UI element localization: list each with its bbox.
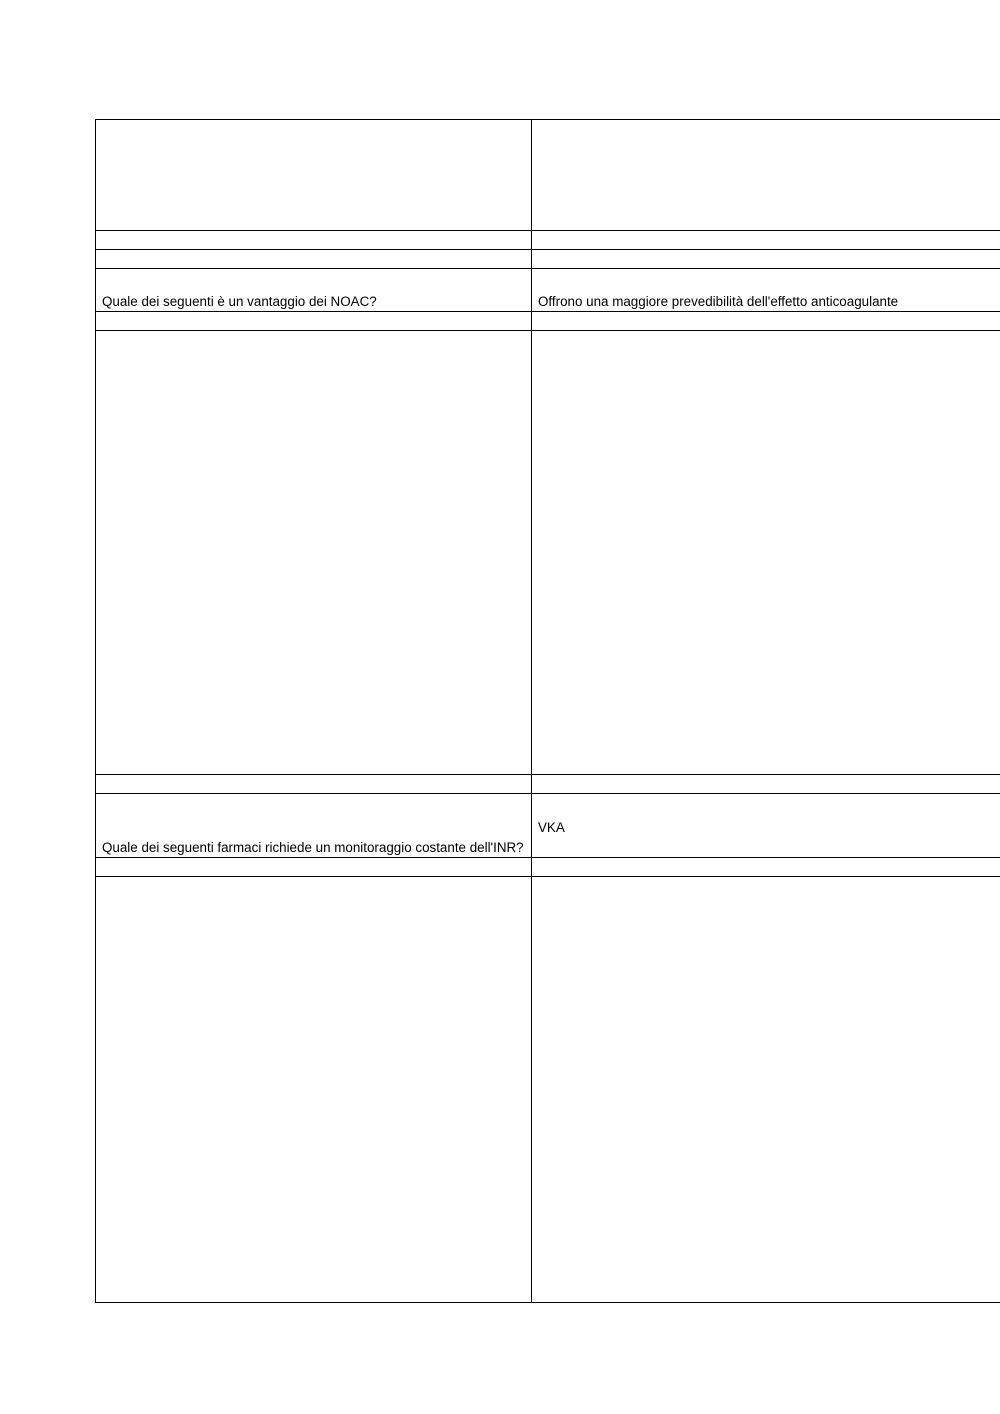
table-row — [96, 794, 1000, 858]
empty-cell — [532, 775, 1000, 794]
empty-cell — [532, 858, 1000, 877]
table-row — [96, 331, 1000, 775]
empty-cell — [96, 331, 532, 775]
question-answer-table — [95, 119, 1000, 1303]
empty-cell — [96, 250, 532, 269]
empty-cell — [96, 877, 532, 1303]
empty-cell — [532, 120, 1000, 231]
empty-cell — [532, 877, 1000, 1303]
empty-cell — [532, 312, 1000, 331]
question-1-cell: Quale dei seguenti è un vantaggio dei NOAC? — [96, 269, 532, 312]
answer-1-cell: Offrono una maggiore prevedibilità dell'effetto anticoagulante — [532, 269, 1000, 312]
table-row — [96, 120, 1000, 231]
empty-cell — [96, 120, 532, 231]
table-row — [96, 269, 1000, 312]
table-row — [96, 775, 1000, 794]
empty-cell — [532, 231, 1000, 250]
table-row — [96, 858, 1000, 877]
empty-cell — [96, 312, 532, 331]
table-row — [96, 250, 1000, 269]
answer-2-cell: VKA — [532, 794, 1000, 858]
empty-cell — [96, 858, 532, 877]
empty-cell — [96, 231, 532, 250]
empty-cell — [532, 250, 1000, 269]
question-2-cell: Quale dei seguenti farmaci richiede un monitoraggio costante dell'INR? — [96, 794, 532, 858]
table-row — [96, 312, 1000, 331]
empty-cell — [532, 331, 1000, 775]
table-row — [96, 231, 1000, 250]
empty-cell — [96, 775, 532, 794]
table-row — [96, 877, 1000, 1303]
